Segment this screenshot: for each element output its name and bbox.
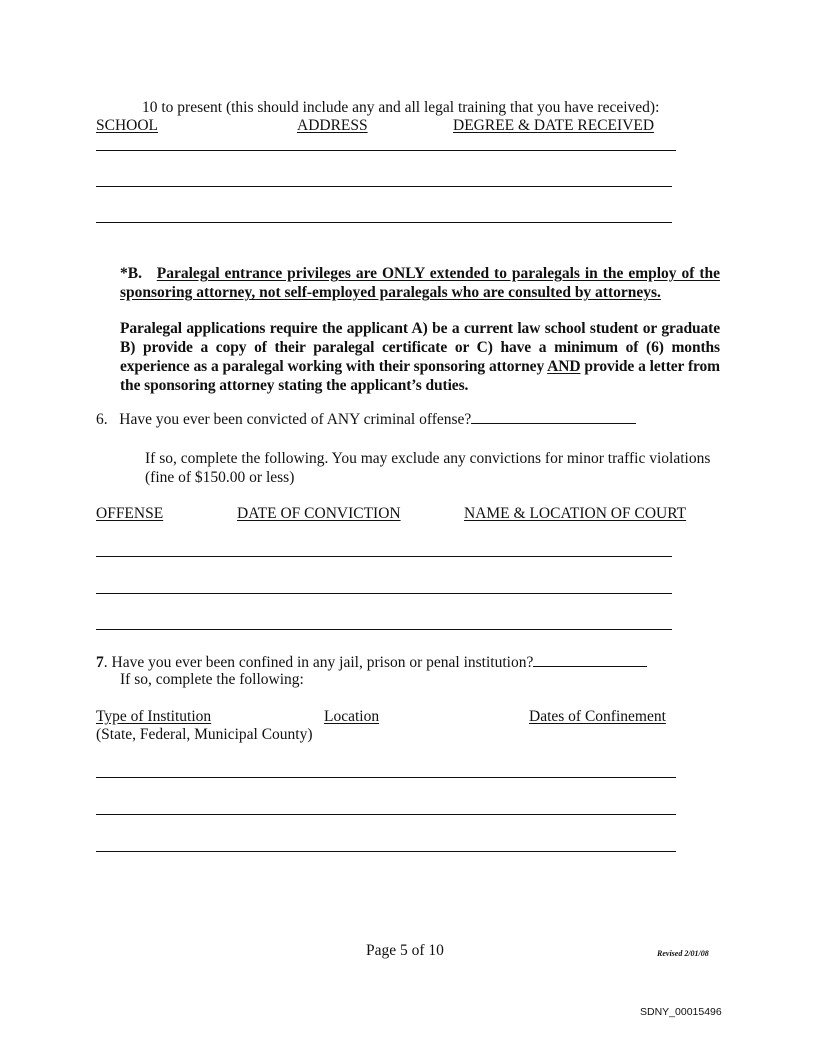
- column-header-address: ADDRESS: [297, 117, 368, 134]
- question-7-instruction: If so, complete the following:: [120, 671, 304, 688]
- question-7: [96, 654, 647, 672]
- requirements-and: AND: [547, 358, 581, 375]
- column-header-location: Location: [324, 708, 380, 725]
- section-b-label: *B.: [120, 265, 142, 282]
- confinement-entry-line-1[interactable]: [96, 777, 676, 778]
- section-b-privilege-text: Paralegal entrance privileges are ONLY extended to paralegals in the employ of the sponsoring attorney, not self-employed paralegals who are consulted by attorneys.: [120, 265, 720, 301]
- confinement-entry-line-2[interactable]: [96, 814, 676, 815]
- question-6-number: 6.: [96, 411, 108, 428]
- question-7-number: 7: [96, 654, 104, 671]
- question-6: [96, 411, 636, 429]
- institution-type-note: (State, Federal, Municipal County): [96, 726, 313, 743]
- column-header-school: SCHOOL: [96, 117, 159, 134]
- question-7-text: . Have you ever been confined in any jail, prison or penal institution?: [103, 654, 534, 671]
- education-intro: 10 to present (this should include any and all legal training that you have received):: [142, 99, 660, 116]
- section-b-requirements: [120, 319, 720, 395]
- education-entry-line-1[interactable]: [96, 150, 676, 151]
- column-header-type-of-institution: Type of Institution: [96, 708, 212, 725]
- column-header-court: NAME & LOCATION OF COURT: [464, 505, 687, 522]
- conviction-entry-line-3[interactable]: [96, 629, 672, 630]
- education-entry-line-3[interactable]: [96, 222, 672, 223]
- question-7-answer-blank[interactable]: [533, 665, 647, 667]
- column-header-date-of-conviction: DATE OF CONVICTION: [237, 505, 401, 522]
- bates-number: SDNY_00015496: [640, 1006, 722, 1018]
- question-6-instruction: If so, complete the following. You may exclude any convictions for minor traffic violations (fine of $150.00 or less): [145, 450, 711, 486]
- column-header-dates-of-confinement: Dates of Confinement: [529, 708, 666, 725]
- education-entry-line-2[interactable]: [96, 186, 672, 187]
- conviction-entry-line-1[interactable]: [96, 556, 672, 557]
- question-6-answer-blank[interactable]: [471, 422, 636, 424]
- requirements-text-end: provide a letter from the sponsoring attorney stating the applicant’s duties.: [120, 358, 720, 394]
- revised-date: Revised 2/01/08: [657, 949, 709, 958]
- section-b-privileges: [120, 264, 720, 302]
- page-number: Page 5 of 10: [366, 942, 444, 959]
- confinement-entry-line-3[interactable]: [96, 851, 676, 852]
- conviction-entry-line-2[interactable]: [96, 593, 672, 594]
- column-header-offense: OFFENSE: [96, 505, 164, 522]
- requirements-text-start: Paralegal applications require the applicant A) be a current law school student or graduate B) provide a copy of their paralegal certificate or C) have a minimum of (6) months experience as a paralegal working with their sponsoring attorney: [120, 320, 720, 375]
- column-header-degree-date: DEGREE & DATE RECEIVED: [453, 117, 655, 134]
- question-6-text: Have you ever been convicted of ANY criminal offense?: [119, 411, 472, 428]
